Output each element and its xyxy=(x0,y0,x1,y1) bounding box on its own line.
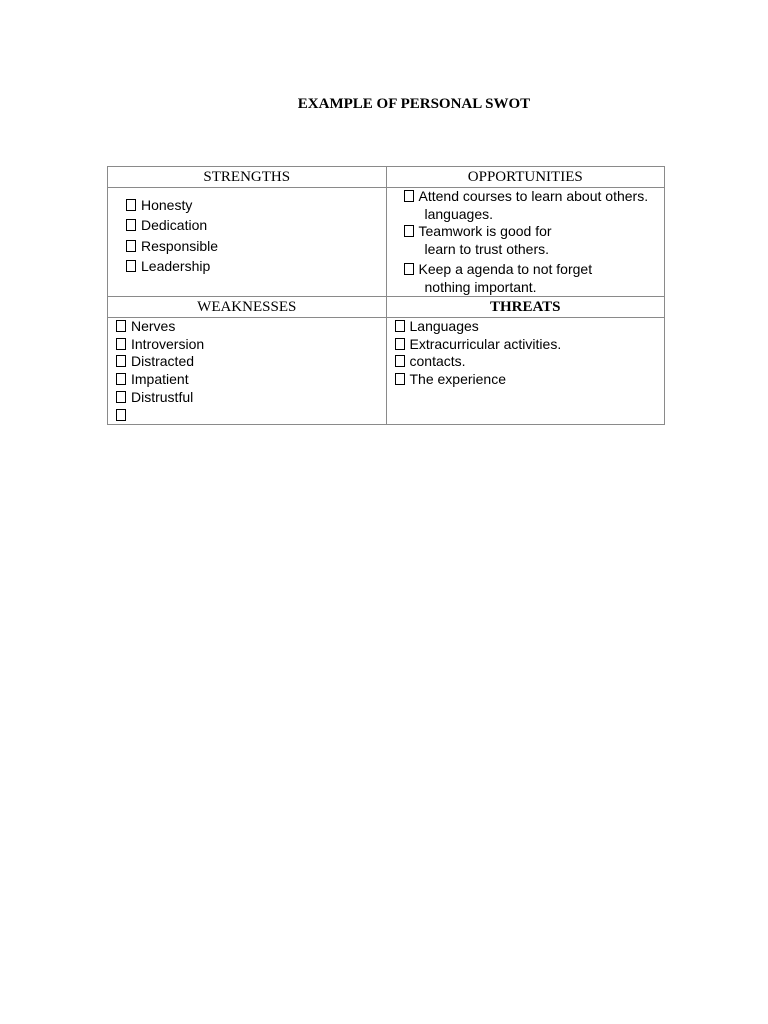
list-item: Responsible xyxy=(126,236,386,256)
threats-list xyxy=(387,318,665,389)
threats-cell xyxy=(386,318,665,425)
list-item: Introversion xyxy=(116,336,386,354)
list-item: The experience xyxy=(395,371,665,389)
document-title: EXAMPLE OF PERSONAL SWOT xyxy=(297,96,531,112)
list-item: Distracted xyxy=(116,353,386,371)
checkbox-icon xyxy=(395,338,405,350)
list-item: Extracurricular activities. xyxy=(395,336,665,354)
strengths-cell xyxy=(108,188,387,297)
checkbox-icon xyxy=(126,219,136,231)
list-item: Honesty xyxy=(126,195,386,215)
checkbox-icon xyxy=(395,320,405,332)
checkbox-icon xyxy=(404,190,414,202)
list-item: Impatient xyxy=(116,371,386,389)
list-item: Keep a agenda to not forget nothing important. xyxy=(404,261,665,296)
list-item: Attend courses to learn about others. languages. xyxy=(404,188,665,223)
weaknesses-cell xyxy=(108,318,387,425)
threats-heading: THREATS xyxy=(386,297,665,318)
list-item: Dedication xyxy=(126,215,386,235)
swot-table xyxy=(107,166,665,425)
checkbox-icon xyxy=(404,263,414,275)
list-item: Teamwork is good for learn to trust others. xyxy=(404,223,665,258)
checkbox-icon xyxy=(116,320,126,332)
weaknesses-list xyxy=(108,318,386,424)
list-item: contacts. xyxy=(395,353,665,371)
strengths-list xyxy=(108,188,386,276)
checkbox-icon xyxy=(116,373,126,385)
list-item: Nerves xyxy=(116,318,386,336)
checkbox-icon xyxy=(395,373,405,385)
list-item: Languages xyxy=(395,318,665,336)
list-item: Distrustful xyxy=(116,389,386,407)
opportunities-heading: OPPORTUNITIES xyxy=(386,167,665,188)
list-item: Leadership xyxy=(126,256,386,276)
opportunities-cell xyxy=(386,188,665,297)
checkbox-icon xyxy=(126,260,136,272)
checkbox-icon xyxy=(126,199,136,211)
checkbox-icon xyxy=(395,355,405,367)
opportunities-list xyxy=(387,188,665,296)
checkbox-icon xyxy=(126,240,136,252)
list-item xyxy=(116,407,386,425)
strengths-heading: STRENGTHS xyxy=(108,167,387,188)
weaknesses-heading: WEAKNESSES xyxy=(108,297,387,318)
checkbox-icon xyxy=(116,409,126,421)
checkbox-icon xyxy=(116,391,126,403)
checkbox-icon xyxy=(116,338,126,350)
checkbox-icon xyxy=(404,225,414,237)
checkbox-icon xyxy=(116,355,126,367)
